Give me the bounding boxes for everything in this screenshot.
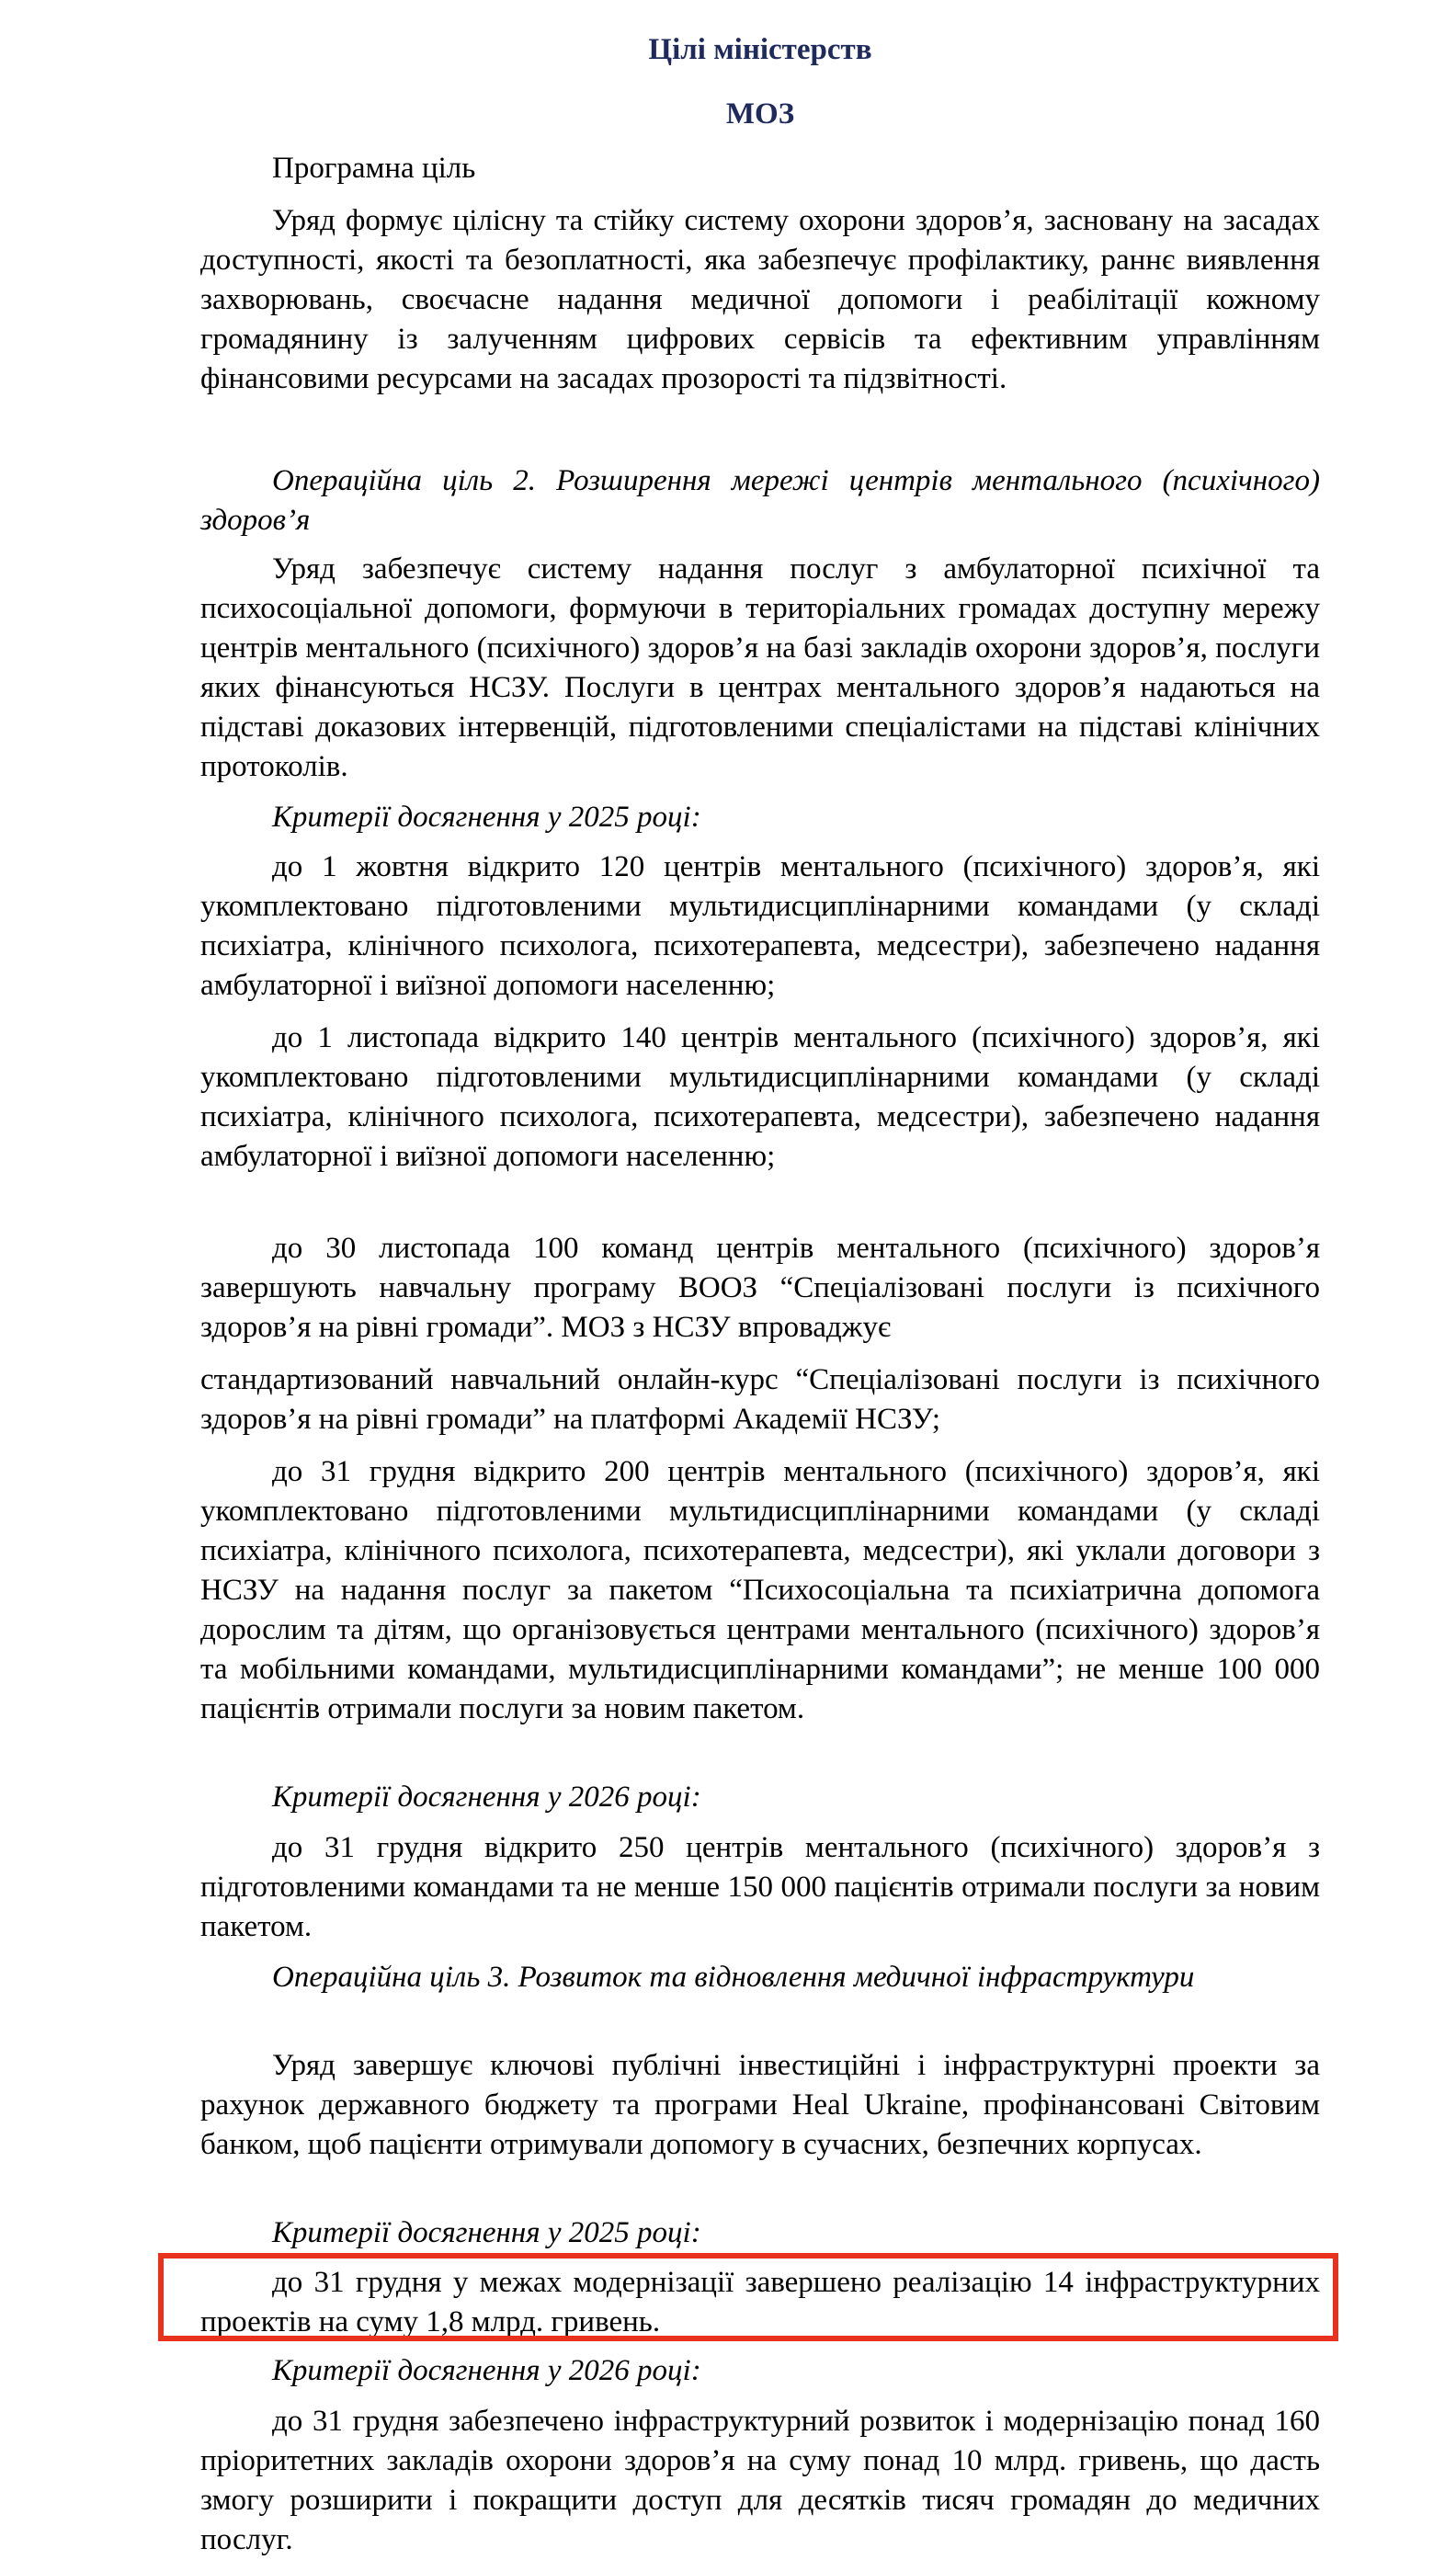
- program-goal-label: Програмна ціль: [272, 152, 476, 185]
- highlight-box: [158, 2253, 1338, 2341]
- criteria-2026-heading: Критерії досягнення у 2026 році:: [272, 2354, 701, 2387]
- criteria-item: до 30 листопада 100 команд центрів ментального (психічного) здоров’я завершують навчальну програму ВООЗ “Спеціалізовані послуги із психічного здоров’я на рівні громади”. МОЗ з НСЗУ впроваджує: [200, 1232, 1320, 1344]
- operational-goal-3-title: Операційна ціль 3. Розвиток та відновлення медичної інфраструктури: [272, 1961, 1195, 1994]
- criteria-item: до 1 листопада відкрито 140 центрів ментального (психічного) здоров’я, які укомплектовано підготовленими мультидисциплінарними командами (у складі психіатра, клінічного психолога, психотерапевта, медсестри), забезпечено надання амбулаторної і виїзної допомоги населенню;: [200, 1021, 1320, 1173]
- operational-goal-3-text: Уряд завершує ключові публічні інвестиційні і інфраструктурні проекти за рахунок державного бюджету та програми Heal Ukraine, профінансовані Світовим банком, щоб пацієнти отримували допомогу в сучасних, безпечних корпусах.: [200, 2049, 1320, 2161]
- criteria-item: до 31 грудня відкрито 250 центрів ментального (психічного) здоров’я з підготовленими командами та не менше 150 000 пацієнтів отримали послуги за новим пакетом.: [200, 1831, 1320, 1943]
- operational-goal-2-title: Операційна ціль 2. Розширення мережі центрів ментального (психічного) здоров’я: [200, 464, 1320, 537]
- program-goal-text: Уряд формує цілісну та стійку систему охорони здоров’я, засновану на засадах доступності, якості та безоплатності, яка забезпечує профілактику, раннє виявлення захворювань, своєчасне надання медичної допомоги і реабілітації кожному громадянину із залученням цифрових сервісів та ефективним управлінням фінансовими ресурсами на засадах прозорості та підзвітності.: [200, 204, 1320, 395]
- criteria-2026-heading: Критерії досягнення у 2026 році:: [272, 1781, 701, 1814]
- operational-goal-2-text: Уряд забезпечує систему надання послуг з амбулаторної психічної та психосоціальної допомоги, формуючи в територіальних громадах доступну мережу центрів ментального (психічного) здоров’я на базі закладів охорони здоров’я, послуги яких фінансуються НСЗУ. Послуги в центрах ментального здоров’я надаються на підставі доказових інтервенцій, підготовленими спеціалістами на підставі клінічних протоколів.: [200, 552, 1320, 783]
- highlighted-criteria-item: до 31 грудня у межах модернізації завершено реалізацію 14 інфраструктурних проектів на суму 1,8 млрд. гривень.: [200, 2266, 1320, 2338]
- criteria-2025-heading: Критерії досягнення у 2025 році:: [272, 801, 701, 834]
- ministry-heading: МОЗ: [725, 97, 795, 131]
- page-title: Цілі міністерств: [648, 33, 872, 66]
- criteria-item-continued: стандартизований навчальний онлайн-курс “Спеціалізовані послуги із психічного здоров’я на рівні громади” на платформі Академії НСЗУ;: [200, 1363, 1320, 1436]
- criteria-item: до 1 жовтня відкрито 120 центрів ментального (психічного) здоров’я, які укомплектовано підготовленими мультидисциплінарними командами (у складі психіатра, клінічного психолога, психотерапевта, медсестри), забезпечено надання амбулаторної і виїзної допомоги населенню;: [200, 850, 1320, 1002]
- criteria-item: до 31 грудня забезпечено інфраструктурний розвиток і модернізацію понад 160 пріоритетних закладів охорони здоров’я на суму понад 10 млрд. гривень, що дасть змогу розширити і покращити доступ для десятків тисяч громадян до медичних послуг.: [200, 2405, 1320, 2556]
- criteria-2025-heading: Критерії досягнення у 2025 році:: [272, 2216, 701, 2249]
- criteria-item: до 31 грудня відкрито 200 центрів ментального (психічного) здоров’я, які укомплектовано підготовленими мультидисциплінарними командами (у складі психіатра, клінічного психолога, психотерапевта, медсестри), які уклали договори з НСЗУ на надання послуг за пакетом “Психосоціальна та психіатрична допомога дорослим та дітям, що організовується центрами ментального (психічного) здоров’я та мобільними командами, мультидисциплінарними командами”; не менше 100 000 пацієнтів отримали послуги за новим пакетом.: [200, 1455, 1320, 1725]
